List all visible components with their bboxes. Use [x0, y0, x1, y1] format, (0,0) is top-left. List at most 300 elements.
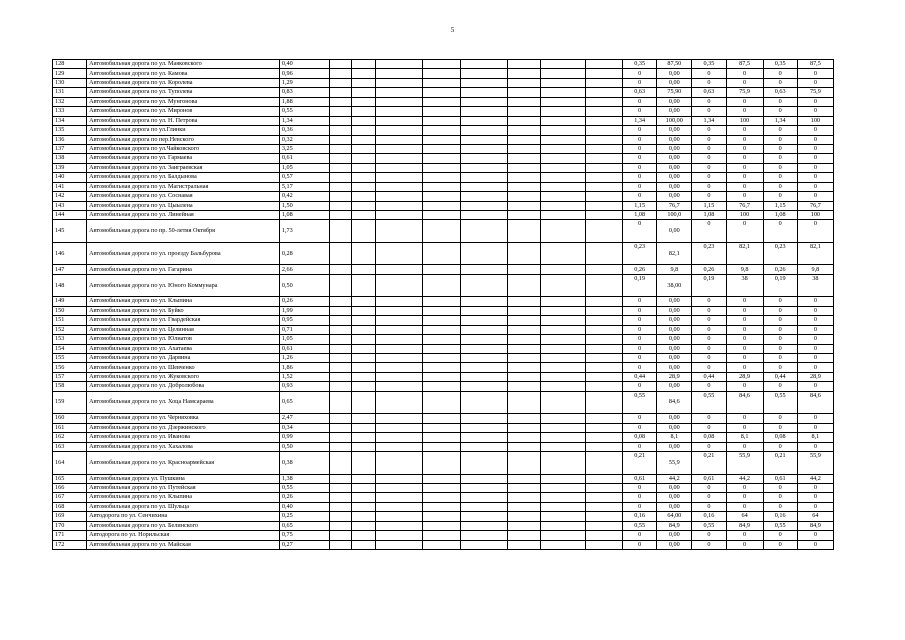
- empty-cell: [460, 297, 507, 306]
- road-name-cell: Автомобильная дорога по ул. Ахатаева: [87, 344, 280, 353]
- row-number-cell: 140: [53, 173, 87, 182]
- empty-cell: [585, 474, 622, 483]
- empty-cell: [423, 192, 460, 201]
- row-number-cell: 167: [53, 493, 87, 502]
- value-cell: 0: [763, 344, 797, 353]
- empty-cell: [540, 135, 585, 144]
- length-cell: 0,95: [279, 316, 329, 325]
- road-name-cell: Автомобильная дорога по ул. Магистральная: [87, 182, 280, 191]
- value-cell: 0: [623, 316, 657, 325]
- empty-cell: [330, 423, 352, 432]
- empty-cell: [507, 211, 540, 220]
- empty-cell: [423, 512, 460, 521]
- percent-cell: 0: [726, 182, 763, 191]
- road-name-cell: Автомобильная дорога по ул. проезду Бальбурова: [87, 242, 280, 265]
- empty-cell: [376, 493, 423, 502]
- percent-cell: 100: [726, 211, 763, 220]
- row-number-cell: 162: [53, 433, 87, 442]
- percent-cell: 84,6: [726, 391, 763, 414]
- empty-cell: [330, 69, 352, 78]
- empty-cell: [585, 78, 622, 87]
- empty-cell: [507, 201, 540, 210]
- empty-cell: [352, 220, 376, 243]
- road-name-cell: Автомобильная дорога по ул. Жуковского: [87, 372, 280, 381]
- percent-cell: 82,1: [726, 242, 763, 265]
- empty-cell: [585, 69, 622, 78]
- empty-cell: [376, 502, 423, 511]
- empty-cell: [540, 335, 585, 344]
- percent-cell: 0: [797, 182, 833, 191]
- length-cell: 0,65: [279, 391, 329, 414]
- row-number-cell: 134: [53, 116, 87, 125]
- percent-cell: 0: [797, 107, 833, 116]
- percent-cell: 0: [797, 135, 833, 144]
- table-row: [53, 423, 834, 432]
- road-name-cell: Автомобильная дорога по ул. Майская: [87, 540, 280, 549]
- value-cell: 0: [763, 220, 797, 243]
- empty-cell: [540, 433, 585, 442]
- empty-cell: [585, 354, 622, 363]
- percent-cell: 0: [726, 493, 763, 502]
- empty-cell: [460, 335, 507, 344]
- empty-cell: [585, 512, 622, 521]
- road-name-cell: Автомобильная дорога по ул. Цыылена: [87, 201, 280, 210]
- percent-cell: 84,9: [726, 521, 763, 530]
- empty-cell: [540, 69, 585, 78]
- empty-cell: [507, 433, 540, 442]
- value-cell: 0: [692, 382, 726, 391]
- empty-cell: [460, 220, 507, 243]
- road-name-cell: Автомобильная дорога по ул. Путейская: [87, 483, 280, 492]
- empty-cell: [585, 452, 622, 475]
- percent-cell: 76,7: [657, 201, 692, 210]
- value-cell: 1,15: [623, 201, 657, 210]
- percent-cell: 0,00: [657, 144, 692, 153]
- empty-cell: [376, 173, 423, 182]
- percent-cell: 0: [797, 531, 833, 540]
- empty-cell: [352, 521, 376, 530]
- percent-cell: 0,00: [657, 363, 692, 372]
- value-cell: 0,44: [763, 372, 797, 381]
- empty-cell: [352, 423, 376, 432]
- empty-cell: [540, 126, 585, 135]
- empty-cell: [352, 306, 376, 315]
- empty-cell: [585, 201, 622, 210]
- value-cell: 0: [623, 182, 657, 191]
- value-cell: 0: [692, 363, 726, 372]
- value-cell: 0: [763, 442, 797, 451]
- empty-cell: [460, 423, 507, 432]
- percent-cell: 0,00: [657, 531, 692, 540]
- empty-cell: [376, 107, 423, 116]
- road-name-cell: Автомобильная дорога по ул. Клыпина: [87, 297, 280, 306]
- value-cell: 1,15: [692, 201, 726, 210]
- road-name-cell: Автомобильная дорога по ул. Целинная: [87, 325, 280, 334]
- value-cell: 0: [763, 173, 797, 182]
- value-cell: 0: [623, 325, 657, 334]
- empty-cell: [330, 182, 352, 191]
- empty-cell: [507, 423, 540, 432]
- percent-cell: 44,2: [726, 474, 763, 483]
- percent-cell: 0,00: [657, 483, 692, 492]
- empty-cell: [585, 182, 622, 191]
- empty-cell: [352, 192, 376, 201]
- value-cell: 0: [763, 107, 797, 116]
- percent-cell: 0: [797, 502, 833, 511]
- empty-cell: [376, 242, 423, 265]
- empty-cell: [540, 442, 585, 451]
- percent-cell: 0,00: [657, 502, 692, 511]
- empty-cell: [330, 265, 352, 274]
- empty-cell: [540, 211, 585, 220]
- percent-cell: 0: [797, 316, 833, 325]
- empty-cell: [376, 201, 423, 210]
- empty-cell: [352, 391, 376, 414]
- value-cell: 0: [623, 135, 657, 144]
- empty-cell: [330, 382, 352, 391]
- percent-cell: 0: [726, 306, 763, 315]
- table-row: [53, 163, 834, 172]
- empty-cell: [460, 306, 507, 315]
- value-cell: 0,08: [692, 433, 726, 442]
- empty-cell: [585, 442, 622, 451]
- empty-cell: [585, 325, 622, 334]
- percent-cell: 100,0: [657, 211, 692, 220]
- road-name-cell: Автомобильная дорога по ул. Гагарина: [87, 265, 280, 274]
- table-row: [53, 154, 834, 163]
- empty-cell: [376, 192, 423, 201]
- empty-cell: [330, 144, 352, 153]
- value-cell: 0,55: [623, 521, 657, 530]
- value-cell: 0,08: [763, 433, 797, 442]
- empty-cell: [585, 423, 622, 432]
- empty-cell: [540, 78, 585, 87]
- value-cell: 0: [623, 382, 657, 391]
- percent-cell: 55,9: [657, 452, 692, 475]
- table-row: [53, 325, 834, 334]
- percent-cell: 0: [797, 78, 833, 87]
- empty-cell: [423, 182, 460, 191]
- value-cell: 0: [623, 97, 657, 106]
- percent-cell: 100: [726, 116, 763, 125]
- empty-cell: [507, 344, 540, 353]
- table-row: [53, 372, 834, 381]
- value-cell: 0: [692, 354, 726, 363]
- empty-cell: [460, 540, 507, 549]
- empty-cell: [352, 126, 376, 135]
- table-row: [53, 211, 834, 220]
- empty-cell: [540, 154, 585, 163]
- length-cell: 0,32: [279, 135, 329, 144]
- table-row: [53, 474, 834, 483]
- value-cell: 0: [623, 78, 657, 87]
- empty-cell: [376, 88, 423, 97]
- road-name-cell: Автомобильная дорога по ул.Глинки: [87, 126, 280, 135]
- percent-cell: 0,00: [657, 220, 692, 243]
- percent-cell: 75,9: [797, 88, 833, 97]
- empty-cell: [507, 60, 540, 69]
- empty-cell: [460, 452, 507, 475]
- empty-cell: [352, 502, 376, 511]
- value-cell: 0: [623, 107, 657, 116]
- value-cell: 0,44: [692, 372, 726, 381]
- length-cell: 3,25: [279, 144, 329, 153]
- empty-cell: [585, 154, 622, 163]
- value-cell: 0: [763, 192, 797, 201]
- table-row: [53, 512, 834, 521]
- empty-cell: [330, 107, 352, 116]
- percent-cell: 82,1: [657, 242, 692, 265]
- value-cell: 0,21: [692, 452, 726, 475]
- percent-cell: 64: [726, 512, 763, 521]
- empty-cell: [585, 521, 622, 530]
- empty-cell: [507, 335, 540, 344]
- length-cell: 1,05: [279, 335, 329, 344]
- value-cell: 0: [623, 531, 657, 540]
- empty-cell: [507, 173, 540, 182]
- percent-cell: 38: [797, 274, 833, 297]
- empty-cell: [423, 154, 460, 163]
- empty-cell: [507, 97, 540, 106]
- empty-cell: [507, 182, 540, 191]
- length-cell: 1,05: [279, 163, 329, 172]
- empty-cell: [460, 344, 507, 353]
- empty-cell: [507, 540, 540, 549]
- value-cell: 0: [763, 423, 797, 432]
- percent-cell: 0: [797, 325, 833, 334]
- empty-cell: [460, 325, 507, 334]
- empty-cell: [423, 69, 460, 78]
- empty-cell: [507, 316, 540, 325]
- percent-cell: 38: [726, 274, 763, 297]
- length-cell: 1,99: [279, 306, 329, 315]
- empty-cell: [330, 363, 352, 372]
- percent-cell: 0: [726, 173, 763, 182]
- empty-cell: [376, 297, 423, 306]
- row-number-cell: 136: [53, 135, 87, 144]
- table-row: [53, 442, 834, 451]
- percent-cell: 0: [797, 483, 833, 492]
- percent-cell: 84,6: [797, 391, 833, 414]
- empty-cell: [507, 474, 540, 483]
- length-cell: 0,50: [279, 442, 329, 451]
- value-cell: 0: [692, 135, 726, 144]
- empty-cell: [423, 335, 460, 344]
- value-cell: 0: [692, 173, 726, 182]
- row-number-cell: 128: [53, 60, 87, 69]
- empty-cell: [460, 116, 507, 125]
- percent-cell: 0: [726, 192, 763, 201]
- empty-cell: [376, 69, 423, 78]
- value-cell: 0: [692, 335, 726, 344]
- empty-cell: [540, 372, 585, 381]
- empty-cell: [352, 433, 376, 442]
- empty-cell: [376, 265, 423, 274]
- value-cell: 0: [692, 442, 726, 451]
- empty-cell: [423, 116, 460, 125]
- percent-cell: 8,1: [797, 433, 833, 442]
- value-cell: 0: [763, 154, 797, 163]
- empty-cell: [376, 306, 423, 315]
- value-cell: 0: [692, 107, 726, 116]
- percent-cell: 0,00: [657, 126, 692, 135]
- table-row: [53, 274, 834, 297]
- empty-cell: [352, 335, 376, 344]
- row-number-cell: 138: [53, 154, 87, 163]
- value-cell: 0,26: [692, 265, 726, 274]
- empty-cell: [423, 274, 460, 297]
- value-cell: 0: [692, 144, 726, 153]
- empty-cell: [507, 78, 540, 87]
- value-cell: 0: [623, 192, 657, 201]
- empty-cell: [460, 135, 507, 144]
- empty-cell: [585, 502, 622, 511]
- empty-cell: [423, 78, 460, 87]
- empty-cell: [585, 97, 622, 106]
- row-number-cell: 172: [53, 540, 87, 549]
- value-cell: 1,08: [763, 211, 797, 220]
- percent-cell: 9,8: [726, 265, 763, 274]
- empty-cell: [423, 433, 460, 442]
- empty-cell: [460, 382, 507, 391]
- percent-cell: 0,00: [657, 414, 692, 423]
- table-row: [53, 242, 834, 265]
- empty-cell: [507, 192, 540, 201]
- length-cell: 2,47: [279, 414, 329, 423]
- value-cell: 0: [763, 363, 797, 372]
- empty-cell: [423, 316, 460, 325]
- empty-cell: [540, 192, 585, 201]
- percent-cell: 44,2: [797, 474, 833, 483]
- length-cell: 0,83: [279, 88, 329, 97]
- empty-cell: [585, 531, 622, 540]
- value-cell: 0,23: [763, 242, 797, 265]
- empty-cell: [423, 107, 460, 116]
- value-cell: 0: [763, 78, 797, 87]
- length-cell: 0,65: [279, 521, 329, 530]
- value-cell: 0,16: [692, 512, 726, 521]
- value-cell: 0: [692, 325, 726, 334]
- value-cell: 0,35: [692, 60, 726, 69]
- empty-cell: [460, 442, 507, 451]
- length-cell: 0,26: [279, 493, 329, 502]
- empty-cell: [352, 265, 376, 274]
- row-number-cell: 150: [53, 306, 87, 315]
- value-cell: 0: [763, 69, 797, 78]
- row-number-cell: 149: [53, 297, 87, 306]
- empty-cell: [507, 483, 540, 492]
- road-name-cell: Автодорога по ул. Сенчихина: [87, 512, 280, 521]
- empty-cell: [460, 274, 507, 297]
- empty-cell: [330, 201, 352, 210]
- table-row: [53, 192, 834, 201]
- empty-cell: [540, 414, 585, 423]
- row-number-cell: 129: [53, 69, 87, 78]
- value-cell: 1,34: [623, 116, 657, 125]
- empty-cell: [423, 265, 460, 274]
- value-cell: 0: [623, 306, 657, 315]
- value-cell: 0,26: [623, 265, 657, 274]
- empty-cell: [507, 274, 540, 297]
- empty-cell: [352, 474, 376, 483]
- empty-cell: [507, 325, 540, 334]
- empty-cell: [352, 163, 376, 172]
- value-cell: 0: [623, 69, 657, 78]
- percent-cell: 0,00: [657, 297, 692, 306]
- value-cell: 0: [692, 531, 726, 540]
- road-name-cell: Автомобильная дорога по ул. Камова: [87, 69, 280, 78]
- value-cell: 0: [763, 502, 797, 511]
- empty-cell: [585, 163, 622, 172]
- road-name-cell: Автомобильная дорога по ул. Соснавая: [87, 192, 280, 201]
- value-cell: 0: [692, 220, 726, 243]
- empty-cell: [585, 391, 622, 414]
- percent-cell: 0,00: [657, 107, 692, 116]
- row-number-cell: 159: [53, 391, 87, 414]
- empty-cell: [352, 60, 376, 69]
- value-cell: 0: [623, 335, 657, 344]
- empty-cell: [352, 354, 376, 363]
- row-number-cell: 158: [53, 382, 87, 391]
- empty-cell: [376, 135, 423, 144]
- percent-cell: 9,8: [797, 265, 833, 274]
- percent-cell: 0,00: [657, 163, 692, 172]
- length-cell: 0,25: [279, 512, 329, 521]
- empty-cell: [460, 201, 507, 210]
- value-cell: 0: [692, 154, 726, 163]
- empty-cell: [460, 211, 507, 220]
- empty-cell: [507, 116, 540, 125]
- road-name-cell: Автомобильная дорога по пер.Невского: [87, 135, 280, 144]
- empty-cell: [423, 354, 460, 363]
- percent-cell: 0: [797, 354, 833, 363]
- empty-cell: [376, 363, 423, 372]
- empty-cell: [423, 242, 460, 265]
- road-name-cell: Автомобильная дорога по ул. Добролюбова: [87, 382, 280, 391]
- percent-cell: 0: [797, 163, 833, 172]
- empty-cell: [460, 144, 507, 153]
- value-cell: 0,61: [763, 474, 797, 483]
- empty-cell: [352, 211, 376, 220]
- percent-cell: 8,1: [657, 433, 692, 442]
- value-cell: 0: [692, 502, 726, 511]
- percent-cell: 28,9: [657, 372, 692, 381]
- road-name-cell: Автомобильная дорога по ул. Королева: [87, 78, 280, 87]
- empty-cell: [460, 163, 507, 172]
- row-number-cell: 143: [53, 201, 87, 210]
- table-row: [53, 97, 834, 106]
- empty-cell: [585, 344, 622, 353]
- empty-cell: [585, 192, 622, 201]
- table-row: [53, 433, 834, 442]
- empty-cell: [507, 391, 540, 414]
- row-number-cell: 151: [53, 316, 87, 325]
- value-cell: 0: [763, 306, 797, 315]
- row-number-cell: 145: [53, 220, 87, 243]
- table-row: [53, 220, 834, 243]
- empty-cell: [540, 173, 585, 182]
- empty-cell: [585, 363, 622, 372]
- percent-cell: 84,9: [797, 521, 833, 530]
- empty-cell: [330, 297, 352, 306]
- value-cell: 0,61: [692, 474, 726, 483]
- empty-cell: [460, 88, 507, 97]
- percent-cell: 87,5: [726, 60, 763, 69]
- length-cell: 0,40: [279, 502, 329, 511]
- value-cell: 0: [623, 493, 657, 502]
- empty-cell: [460, 354, 507, 363]
- empty-cell: [352, 107, 376, 116]
